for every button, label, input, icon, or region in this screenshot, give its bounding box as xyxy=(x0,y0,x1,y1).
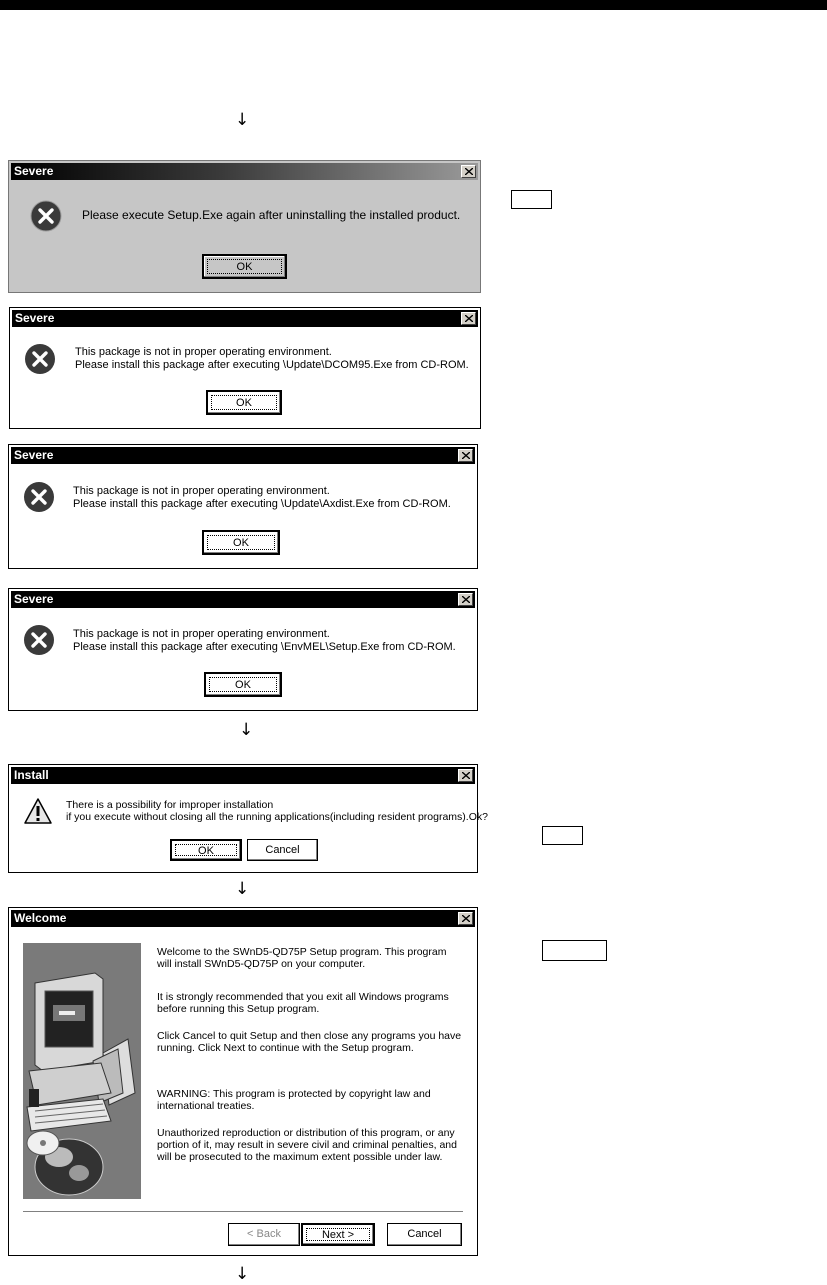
ref-box xyxy=(511,190,552,209)
severe-dialog-uninstall xyxy=(8,160,481,293)
flow-arrow: ↓ xyxy=(235,110,250,130)
dialog-title: Severe xyxy=(14,164,54,178)
ref-box xyxy=(542,940,607,961)
error-icon xyxy=(22,623,56,657)
ok-button[interactable]: OK xyxy=(204,672,282,697)
ref-box xyxy=(542,826,583,845)
welcome-legal: Unauthorized reproduction or distribution of this program, or any portion of it, may result in severe civil and criminal penalties, and will be prosecuted to the maximum extent possible under law. xyxy=(157,1127,457,1163)
dialog-message-line1: This package is not in proper operating environment. xyxy=(73,485,330,497)
header-bar xyxy=(0,0,827,10)
ok-button[interactable]: OK xyxy=(202,530,280,555)
title-bar xyxy=(11,767,475,784)
warning-icon xyxy=(23,797,53,825)
close-icon[interactable] xyxy=(458,769,473,782)
separator xyxy=(23,1211,463,1213)
close-icon[interactable] xyxy=(458,912,473,925)
welcome-warning: WARNING: This program is protected by copyright law and international treaties. xyxy=(157,1088,431,1112)
cancel-button[interactable]: Cancel xyxy=(387,1223,462,1246)
close-icon[interactable] xyxy=(461,312,476,325)
close-icon[interactable] xyxy=(458,449,473,462)
dialog-title: Severe xyxy=(14,592,54,606)
title-bar xyxy=(11,163,478,180)
ok-button[interactable]: OK xyxy=(206,390,282,415)
dialog-title: Severe xyxy=(14,448,54,462)
error-icon xyxy=(23,342,57,376)
severe-dialog-dcom95 xyxy=(9,307,481,429)
ok-button[interactable]: OK xyxy=(170,839,242,861)
title-bar xyxy=(12,310,478,327)
title-bar xyxy=(11,447,475,464)
dialog-message-line1: This package is not in proper operating environment. xyxy=(75,346,332,358)
severe-dialog-axdist xyxy=(8,444,478,569)
flow-arrow: ↓ xyxy=(235,1264,250,1284)
dialog-title: Welcome xyxy=(14,911,67,925)
dialog-message-line2: Please install this package after executing \EnvMEL\Setup.Exe from CD-ROM. xyxy=(73,641,456,653)
dialog-title: Severe xyxy=(15,311,55,325)
error-icon xyxy=(22,480,56,514)
dialog-message-line1: There is a possibility for improper installation xyxy=(66,799,274,811)
install-dialog xyxy=(8,764,488,873)
cancel-button[interactable]: Cancel xyxy=(247,839,318,861)
error-icon xyxy=(29,199,63,233)
dialog-message-line2: Please install this package after executing \Update\DCOM95.Exe from CD-ROM. xyxy=(75,359,469,371)
back-button[interactable]: < Back xyxy=(228,1223,300,1246)
flow-arrow: ↓ xyxy=(235,879,250,899)
close-icon[interactable] xyxy=(461,165,476,178)
flow-arrow: ↓ xyxy=(239,720,254,740)
dialog-message: Please execute Setup.Exe again after uninstalling the installed product. xyxy=(82,208,461,222)
title-bar xyxy=(11,591,475,608)
setup-illustration xyxy=(23,943,141,1199)
dialog-message-line1: This package is not in proper operating environment. xyxy=(73,628,330,640)
ok-button[interactable]: OK xyxy=(202,254,287,279)
next-button[interactable]: Next > xyxy=(301,1223,375,1246)
dialog-message-line2: Please install this package after executing \Update\Axdist.Exe from CD-ROM. xyxy=(73,498,451,510)
welcome-instructions: Click Cancel to quit Setup and then close any programs you have running. Click Next to continue with the Setup program. xyxy=(157,1030,462,1054)
dialog-message-line2: if you execute without closing all the running applications(including resident programs).Ok? xyxy=(66,811,488,823)
dialog-title: Install xyxy=(14,768,49,782)
title-bar xyxy=(11,910,475,927)
welcome-intro: Welcome to the SWnD5-QD75P Setup program. This program will install SWnD5-QD75P on your computer. xyxy=(157,946,447,970)
close-icon[interactable] xyxy=(458,593,473,606)
welcome-dialog xyxy=(8,907,478,1256)
welcome-recommendation: It is strongly recommended that you exit all Windows programs before running this Setup program. xyxy=(157,991,449,1015)
severe-dialog-envmel xyxy=(8,588,478,711)
computer-illustration-icon xyxy=(23,943,141,1199)
